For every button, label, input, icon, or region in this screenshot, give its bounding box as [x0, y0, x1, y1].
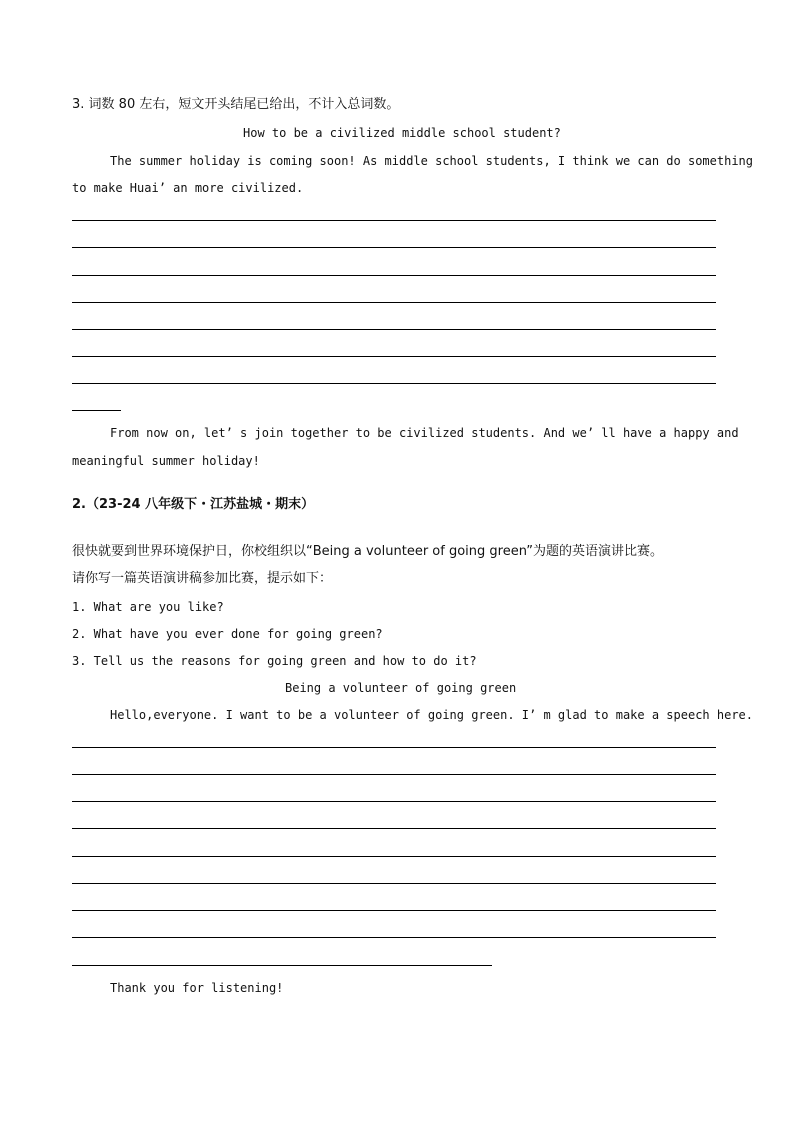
q3-essay-title: How to be a civilized middle school student? — [243, 126, 561, 140]
q3-instruction: 3. 词数 80 左右，短文开头结尾已给出，不计入总词数。 — [72, 97, 400, 112]
q3-ending-line-1: From now on, let’ s join together to be civilized students. And we’ ll have a happy and — [110, 426, 739, 440]
q3-intro-line-2: to make Huai’ an more civilized. — [72, 181, 304, 195]
q3-intro-line-1: The summer holiday is coming soon! As middle school students, I think we can do something — [110, 154, 753, 168]
writing-line — [72, 329, 716, 330]
writing-line — [72, 302, 716, 303]
q2-essay-title: Being a volunteer of going green — [285, 681, 517, 695]
writing-line — [72, 801, 716, 802]
q2-prompt-line-1: 很快就要到世界环境保护日，你校组织以“Being a volunteer of going green”为题的英语演讲比赛。 — [72, 544, 663, 559]
writing-line-short — [72, 410, 121, 411]
q2-header: 2.（23-24 八年级下・江苏盐城・期末） — [72, 497, 315, 512]
writing-line — [72, 247, 716, 248]
writing-line — [72, 774, 716, 775]
writing-line — [72, 910, 716, 911]
writing-line — [72, 383, 716, 384]
writing-line — [72, 883, 716, 884]
writing-line — [72, 747, 716, 748]
writing-line — [72, 856, 716, 857]
q2-prompt-line-2: 请你写一篇英语演讲稿参加比赛，提示如下： — [72, 571, 333, 586]
writing-line — [72, 937, 716, 938]
writing-line — [72, 356, 716, 357]
q2-opening-line: Hello,everyone. I want to be a volunteer of going green. I’ m glad to make a speech here. — [110, 708, 753, 722]
q2-hint-1: 1. What are you like? — [72, 600, 224, 614]
writing-line — [72, 275, 716, 276]
q2-hint-3: 3. Tell us the reasons for going green and how to do it? — [72, 654, 477, 668]
writing-line — [72, 828, 716, 829]
writing-line-partial — [72, 965, 492, 966]
q2-hint-2: 2. What have you ever done for going green? — [72, 627, 383, 641]
writing-line — [72, 220, 716, 221]
q2-closing-line: Thank you for listening! — [110, 981, 284, 995]
q3-ending-line-2: meaningful summer holiday! — [72, 454, 260, 468]
